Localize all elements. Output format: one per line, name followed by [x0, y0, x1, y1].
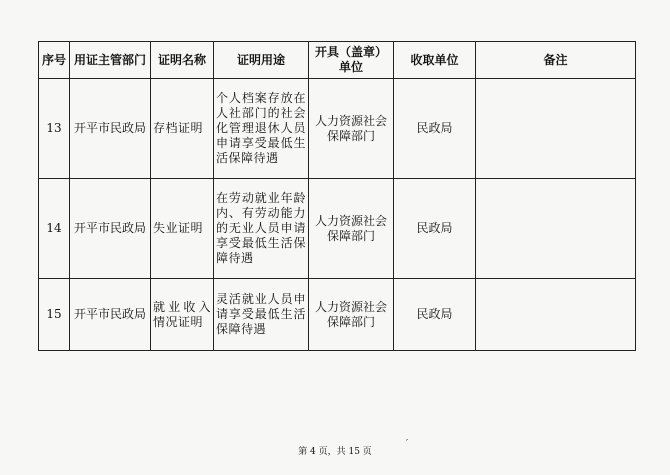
cell-index: 14 [39, 179, 70, 279]
cell-receiver: 民政局 [394, 79, 476, 179]
header-receiver: 收取单位 [394, 42, 476, 79]
table-header-row [39, 42, 636, 79]
cell-note [476, 279, 636, 351]
table-row [39, 179, 636, 279]
header-name: 证明名称 [151, 42, 214, 79]
header-note: 备注 [476, 42, 636, 79]
cell-name: 失业证明 [151, 179, 214, 279]
cell-name: 存档证明 [151, 79, 214, 179]
cell-name: 就业收入情况证明 [151, 279, 214, 351]
table-row [39, 79, 636, 179]
cell-usage: 个人档案存放在人社部门的社会化管理退休人员申请享受最低生活保障待遇 [214, 79, 309, 179]
cell-usage: 灵活就业人员申请享受最低生活保障待遇 [214, 279, 309, 351]
certificate-table [38, 41, 636, 351]
cell-note [476, 179, 636, 279]
cell-dept: 开平市民政局 [70, 79, 151, 179]
cell-dept: 开平市民政局 [70, 279, 151, 351]
cell-issuer: 人力资源社会保障部门 [309, 279, 394, 351]
stray-mark: ′ [406, 439, 409, 449]
cell-usage: 在劳动就业年龄内、有劳动能力的无业人员申请享受最低生活保障待遇 [214, 179, 309, 279]
cell-dept: 开平市民政局 [70, 179, 151, 279]
cell-index: 15 [39, 279, 70, 351]
cell-index: 13 [39, 79, 70, 179]
cell-note [476, 79, 636, 179]
cell-receiver: 民政局 [394, 179, 476, 279]
header-issuer: 开具（盖章）单位 [309, 42, 394, 79]
cell-receiver: 民政局 [394, 279, 476, 351]
cell-issuer: 人力资源社会保障部门 [309, 179, 394, 279]
table-row [39, 279, 636, 351]
header-index: 序号 [39, 42, 70, 79]
header-dept: 用证主管部门 [70, 42, 151, 79]
cell-issuer: 人力资源社会保障部门 [309, 79, 394, 179]
header-usage: 证明用途 [214, 42, 309, 79]
page-number: 第 4 页，共 15 页 [298, 447, 372, 457]
